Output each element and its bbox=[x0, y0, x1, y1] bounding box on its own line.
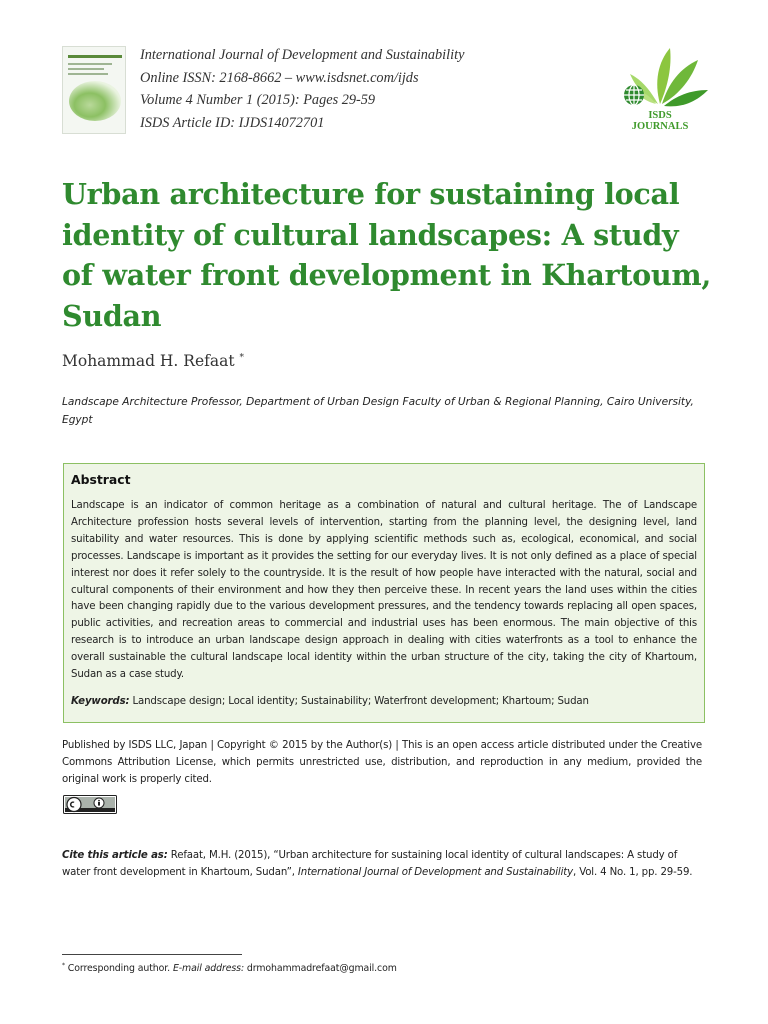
article-id-line: ISDS Article ID: IJDS14072701 bbox=[140, 114, 325, 131]
article-title: Urban architecture for sustaining local identity of cultural landscapes: A study of water front development in Khartoum, Sudan bbox=[62, 177, 712, 333]
citation-journal: International Journal of Development and Sustainability bbox=[297, 867, 574, 878]
journal-name: International Journal of Development and Sustainability bbox=[140, 47, 465, 63]
volume-line: Volume 4 Number 1 (2015): Pages 29-59 bbox=[140, 92, 376, 108]
citation-text: Refaat, M.H. (2015), “Urban architecture for sustaining local identity of cultural landscapes: A study of water front development in Khartoum, Sudan”, bbox=[62, 850, 678, 878]
logo-label bbox=[610, 110, 710, 132]
email-address[interactable]: drmohammadrefaat@gmail.com bbox=[246, 963, 397, 975]
keywords-line bbox=[71, 696, 697, 707]
keywords-label: Keywords: bbox=[71, 696, 130, 707]
journal-cover-thumbnail bbox=[62, 46, 126, 134]
abstract-text: Landscape is an indicator of common heritage as a combination of natural and cultural heritage. The of Landscape Architecture profession hosts several levels of intervention, starting from the planning level, the designing level, land suitability and water resources. This is done by applying scientific methods such as, ecological, economical, and social processes. Landscape is important as it provides the setting for our everyday lives. It is not only defined as a place of special interest nor does it refer solely to the countryside. It is the result of how people have interacted with the natural, social and cultural components of their environment and how they then perceive these. In recent years the land uses within the cities have been changing rapidly due to the various development pressures, and the tendency towards replacing all open spaces, public activities, and recreation areas to commercial and industrial uses has been enormous. The main objective of this research is to introduce an urban landscape design approach in dealing with cities waterfronts as a tool to enhance the overall sustainable the cultural landscape local identity within the urban structure of the city, taking the city of Khartoum, Sudan as a case study. bbox=[71, 500, 697, 681]
footnote bbox=[62, 962, 397, 974]
logo-text-top: ISDS bbox=[648, 110, 672, 121]
issn-line: Online ISSN: 2168-8662 – www.isdsnet.com/ijds bbox=[140, 69, 419, 86]
author-line bbox=[62, 352, 244, 370]
abstract-box bbox=[63, 463, 705, 723]
author-mark: * bbox=[239, 352, 245, 363]
journal-header bbox=[62, 44, 712, 144]
license-notice: Published by ISDS LLC, Japan | Copyright © 2015 by the Author(s) | This is an open access article distributed under the Creative Commons Attribution License, which permits unrestricted use, distribution, and reproduction in any medium, provided the original work is properly cited. bbox=[62, 740, 702, 785]
citation bbox=[62, 847, 704, 881]
footnote-mark: * bbox=[62, 962, 65, 969]
citation-label: Cite this article as: bbox=[62, 850, 168, 861]
isds-leaf-icon bbox=[610, 44, 714, 110]
isds-journals-logo bbox=[610, 44, 714, 140]
cc-by-icon[interactable] bbox=[63, 795, 117, 814]
email-label: E-mail address: bbox=[172, 963, 245, 975]
citation-tail: , Vol. 4 No. 1, pp. 29-59. bbox=[573, 867, 693, 878]
logo-text-bottom: JOURNALS bbox=[631, 121, 689, 132]
keywords-list: Landscape design; Local identity; Sustainability; Waterfront development; Khartoum; Sudan bbox=[132, 696, 589, 707]
author-affiliation: Landscape Architecture Professor, Department of Urban Design Faculty of Urban & Regional Planning, Cairo University, Egypt bbox=[62, 396, 694, 426]
footnote-divider bbox=[62, 954, 242, 955]
abstract-heading: Abstract bbox=[71, 472, 131, 487]
author-name: Mohammad H. Refaat bbox=[62, 352, 235, 370]
footnote-label: Corresponding author. bbox=[67, 963, 171, 975]
journal-info bbox=[140, 44, 580, 134]
